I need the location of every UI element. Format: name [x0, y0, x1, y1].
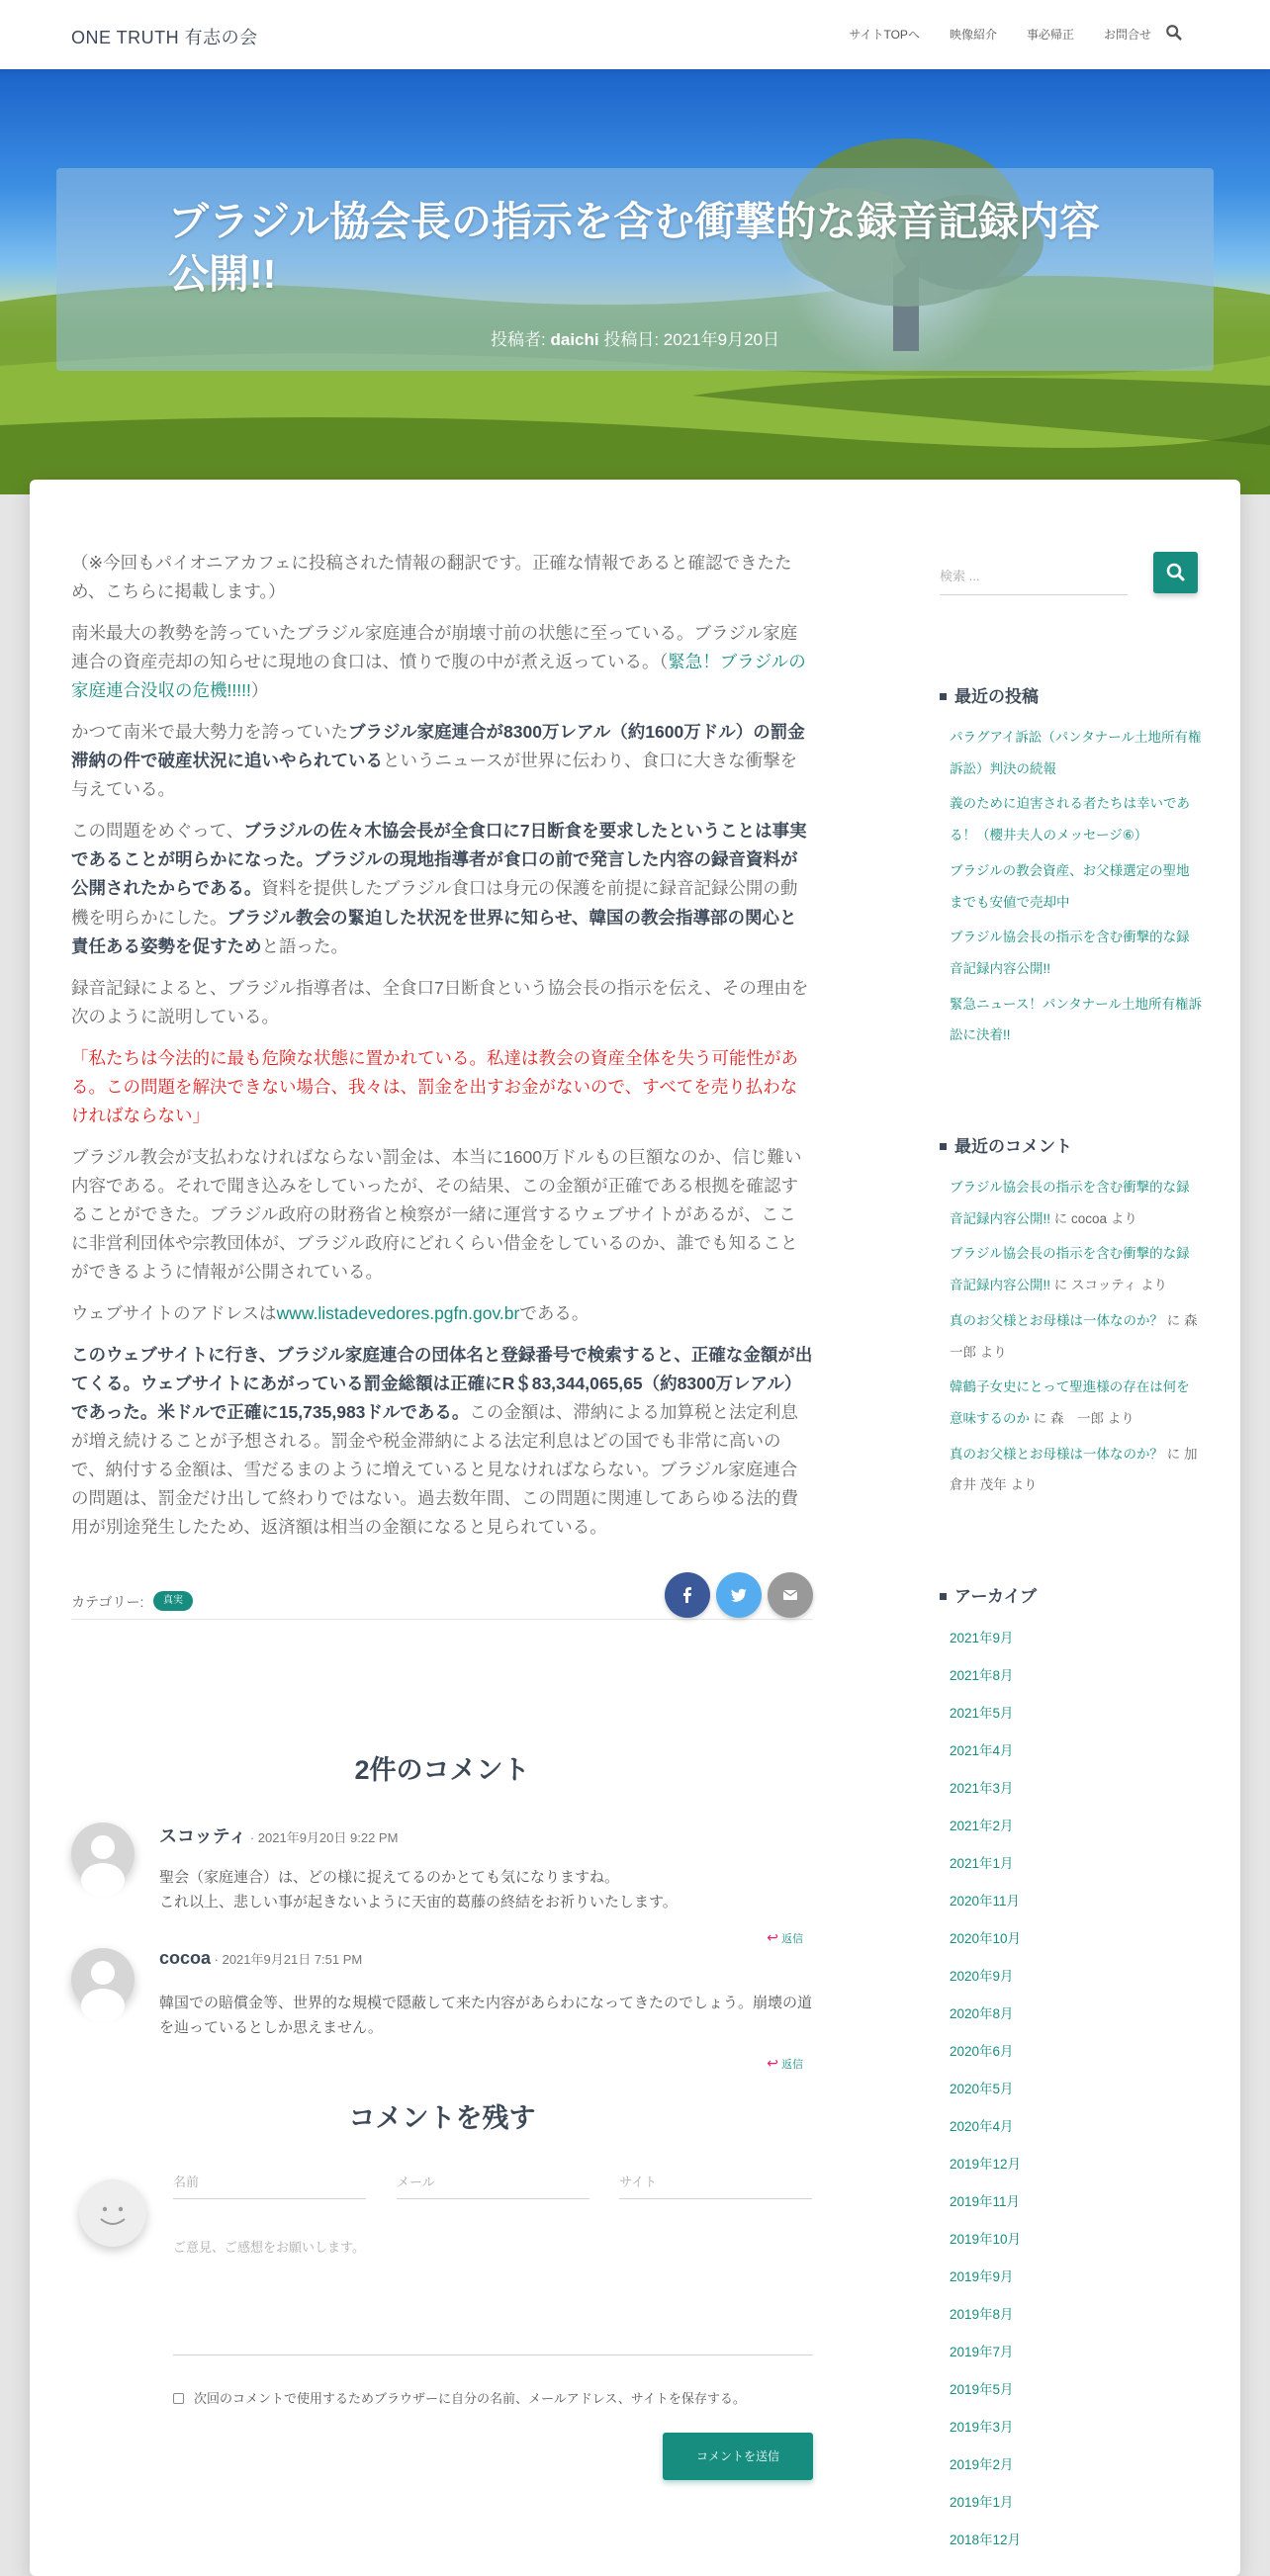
- nav-menu: [849, 26, 1151, 43]
- archive-link[interactable]: 2019年11月: [950, 2194, 1021, 2209]
- avatar: [71, 1822, 135, 1886]
- recent-post-link[interactable]: 緊急ニュース！パンタナール土地所有権訴訟に決着!!: [950, 996, 1203, 1043]
- archive-link[interactable]: 2021年9月: [950, 1631, 1014, 1645]
- article-paragraph: （※今回もパイオニアカフェに投稿された情報の翻訳です。正確な情報であると確認できたため、こちらに掲載します。）: [71, 553, 792, 602]
- recent-comment-post-link[interactable]: 真のお父様とお母様は一体なのか？: [950, 1312, 1163, 1328]
- sidebar-search-input[interactable]: 検索 ...: [940, 566, 1128, 595]
- article-paragraph: ウェブサイトのアドレスはwww.listadevedores.pgfn.gov.brである。: [71, 1303, 590, 1324]
- site-brand[interactable]: ONE TRUTH 有志の会: [71, 28, 258, 47]
- user-silhouette-icon: [71, 1948, 135, 2011]
- smiley-icon: [79, 2179, 146, 2247]
- archives-heading: アーカイブ: [940, 1582, 1037, 1607]
- recent-comment-post-link[interactable]: ブラジル協会長の指示を含む衝撃的な録音記録内容公開!!: [950, 1246, 1190, 1293]
- archive-link[interactable]: 2020年9月: [950, 1969, 1014, 1984]
- recent-comment-item: 真のお父様とお母様は一体なのか？ に 森 一郎 より: [950, 1312, 1212, 1360]
- article-paragraph: この問題をめぐって、ブラジルの佐々木協会長が全食口に7日断食を要求したということは事実であることが明らかになった。ブラジルの現地指導者が食口の前で発言した内容の録音資料が公開されたからである。資料を提供したブラジル食口は身元の保護を前提に録音記録公開の動機を明らかにした。ブラジル教会の緊迫した状況を世界に知らせ、韓国の教会指導部の関心と責任ある姿勢を促すためと語った。: [71, 821, 807, 956]
- nav-link-jipilgwijeong[interactable]: 事必帰正: [1026, 28, 1074, 42]
- recent-post-link[interactable]: ブラジルの教会資産、お父様選定の聖地までも安値で売却中: [950, 862, 1190, 910]
- recent-comment-author: スコッティ: [1071, 1278, 1137, 1293]
- facebook-icon: [678, 1585, 697, 1605]
- recent-comment-post-link[interactable]: ブラジル協会長の指示を含む衝撃的な録音記録内容公開!!: [950, 1180, 1190, 1226]
- recent-comment-author: 森 一郎: [1050, 1411, 1105, 1427]
- archive-link[interactable]: 2021年5月: [950, 1706, 1014, 1721]
- archive-link[interactable]: 2019年10月: [950, 2232, 1022, 2247]
- quoted-statement: 「私たちは今法的に最も危険な状態に置かれている。私達は教会の資産全体を失う可能性がある。この問題を解決できない場合、我々は、罰金を出すお金がないので、すべてを売り払わなければならない」: [71, 1047, 798, 1125]
- archive-link[interactable]: 2019年9月: [950, 2269, 1014, 2284]
- save-info-checkbox[interactable]: [173, 2393, 184, 2404]
- archives-list: [950, 1620, 1147, 2559]
- external-website-link[interactable]: www.listadevedores.pgfn.gov.br: [276, 1303, 520, 1324]
- archive-link[interactable]: 2018年12月: [950, 2532, 1022, 2547]
- archive-link[interactable]: 2020年5月: [950, 2082, 1014, 2096]
- article-paragraph: このウェブサイトに行き、ブラジル家庭連合の団体名と登録番号で検索すると、正確な金額が出てくる。ウェブサイトにあがっている罰金総額は正確にR＄83,344,065,65（約8300万レアル）であった。米ドルで正確に15,735,983ドルである。この金額は、滞納による加算税と法定利息が増え続けることが予想される。罰金や税金滞納による法定利息はどの国でも非常に高いので、納付する金額は、雪だるまのように増えていると見なければならない。ブラジル家庭連合の問題は、罰金だけ出して終わりではない。過去数年間、この問題に関連してあらゆる法的費用が別途発生したため、返済額は相当の金額になると見られている。: [71, 1345, 813, 1538]
- archive-link[interactable]: 2020年11月: [950, 1894, 1021, 1909]
- search-icon[interactable]: [1165, 24, 1183, 42]
- article-paragraph: 録音記録によると、ブラジル指導者は、全食口7日断食という協会長の指示を伝え、その理由を次のように説明している。: [71, 977, 809, 1026]
- leave-comment-heading: コメントを残す: [348, 2103, 536, 2133]
- recent-posts-heading: 最近の投稿: [940, 682, 1039, 707]
- post-meta: [0, 325, 1270, 350]
- recent-comment-item: 韓鶴子女史にとって聖進様の存在は何を意味するのか に 森 一郎 より: [950, 1379, 1190, 1427]
- recent-comments-list: [950, 1172, 1212, 1505]
- recent-post-link[interactable]: パラグアイ訴訟（パンタナール土地所有権訴訟）判決の続報: [950, 730, 1202, 776]
- top-navbar: [0, 0, 1270, 69]
- comment-textarea[interactable]: ご意見、ご感想をお願いします。: [173, 2237, 813, 2355]
- article-paragraph: ブラジル教会が支払わなければならない罰金は、本当に1600万ドルもの巨額なのか、信じ難い内容である。それで聞き込みをしていったが、その結果、この金額が正確である根拠を確認することができた。ブラジル政府の財務省と検察が一緒に運営するウェブサイトがあるが、ここに非営利団体や宗教団体が、ブラジル政府にどれくらい借金をしているのか、誰でも知ることができるように情報が公開されている。: [71, 1146, 802, 1283]
- share-email-button[interactable]: [768, 1572, 813, 1618]
- reply-link[interactable]: ↩ 返信: [767, 1929, 803, 1945]
- archive-link[interactable]: 2019年7月: [950, 2345, 1014, 2359]
- avatar: [79, 2179, 146, 2247]
- archive-link[interactable]: 2021年2月: [950, 1819, 1014, 1833]
- comments-heading: 2件のコメント: [354, 1755, 530, 1785]
- website-input[interactable]: サイト: [619, 2172, 812, 2199]
- share-facebook-button[interactable]: [665, 1572, 710, 1618]
- archive-link[interactable]: 2019年5月: [950, 2382, 1014, 2397]
- recent-comments-heading: 最近のコメント: [940, 1132, 1072, 1157]
- archive-link[interactable]: 2021年3月: [950, 1781, 1014, 1796]
- bullet-square-icon: [940, 1593, 947, 1600]
- post-title: ブラジル協会長の指示を含む衝撃的な録音記録内容公開!!: [168, 199, 1100, 298]
- comment-item: [71, 1822, 813, 1946]
- archive-link[interactable]: 2019年3月: [950, 2420, 1014, 2435]
- hero-banner: [0, 69, 1270, 494]
- envelope-icon: [780, 1585, 800, 1605]
- recent-posts-list: [950, 722, 1202, 1055]
- reply-arrow-icon: ↩: [767, 2055, 778, 2071]
- email-input[interactable]: メール: [397, 2172, 590, 2199]
- recent-comment-item: 真のお父様とお母様は一体なのか？ に 加倉井 茂年 より: [950, 1446, 1198, 1493]
- recent-comment-item: ブラジル協会長の指示を含む衝撃的な録音記録内容公開!! に スコッティ より: [950, 1246, 1190, 1293]
- archive-link[interactable]: 2021年4月: [950, 1743, 1014, 1758]
- archive-link[interactable]: 2019年8月: [950, 2307, 1014, 2322]
- recent-post-link[interactable]: 義のために迫害される者たちは幸いである！（櫻井夫人のメッセージ⑥）: [950, 796, 1190, 844]
- comment-header: [159, 1822, 398, 1848]
- comment-header: [159, 1948, 362, 1969]
- recent-comment-author: cocoa: [1071, 1210, 1108, 1226]
- comment-date[interactable]: · 2021年9月20日 9:22 PM: [249, 1830, 399, 1845]
- post-footer: [71, 1572, 813, 1620]
- comment-text: 韓国での賠償金等、世界的な規模で隠蔽して来た内容があらわになってきたのでしょう。崩壊の道を辿っているとしか思えません。: [159, 1995, 813, 2036]
- submit-comment-button[interactable]: コメントを送信: [663, 2433, 813, 2480]
- comment-author[interactable]: cocoa: [159, 1948, 212, 1968]
- category-label: カテゴリー:: [71, 1594, 144, 1610]
- recent-comment-author: 森 一郎: [950, 1312, 1212, 1360]
- bullet-square-icon: [940, 693, 947, 700]
- comment-author[interactable]: スコッティ: [159, 1826, 247, 1846]
- post-date: 投稿日: 2021年9月20日: [603, 330, 779, 349]
- article-body: [71, 549, 813, 1554]
- archive-link[interactable]: 2020年8月: [950, 2006, 1014, 2021]
- archive-link[interactable]: 2020年6月: [950, 2044, 1014, 2059]
- reply-arrow-icon: ↩: [767, 1929, 778, 1945]
- recent-comment-post-link[interactable]: 韓鶴子女史にとって聖進様の存在は何を意味するのか: [950, 1379, 1190, 1427]
- bullet-square-icon: [940, 1143, 947, 1150]
- related-post-link[interactable]: 緊急！ブラジルの家庭連合没収の危機!!!!!: [71, 652, 806, 701]
- consent-label: 次回のコメントで使用するためブラウザーに自分の名前、メールアドレス、サイトを保存する。: [194, 2391, 746, 2406]
- share-twitter-button[interactable]: [716, 1572, 762, 1618]
- post-author[interactable]: daichi: [550, 330, 599, 349]
- archive-link[interactable]: 2021年1月: [950, 1856, 1014, 1871]
- twitter-icon: [729, 1585, 749, 1605]
- article-paragraph: かつて南米で最大勢力を誇っていたブラジル家庭連合が8300万レアル（約1600万ドル）の罰金滞納の件で破産状況に追いやられているというニュースが世界に伝わり、食口に大きな衝撃を与えている。: [71, 722, 805, 800]
- nav-link-videos[interactable]: 映像紹介: [949, 28, 997, 42]
- nav-link-top[interactable]: サイトTOPへ: [849, 28, 920, 42]
- avatar: [71, 1948, 135, 2011]
- archive-link[interactable]: 2019年2月: [950, 2457, 1014, 2472]
- sidebar-search-button[interactable]: [1153, 552, 1198, 593]
- archive-link[interactable]: 2019年1月: [950, 2495, 1014, 2510]
- recent-post-link[interactable]: ブラジル協会長の指示を含む衝撃的な録音記録内容公開!!: [950, 930, 1190, 977]
- category-badge[interactable]: 真実: [153, 1591, 193, 1611]
- comment-date[interactable]: · 2021年9月21日 7:51 PM: [214, 1952, 363, 1967]
- reply-link[interactable]: ↩ 返信: [767, 2055, 803, 2071]
- nav-link-contact[interactable]: お問合せ: [1103, 28, 1151, 42]
- comment-item: [71, 1948, 813, 2072]
- archive-link[interactable]: 2020年10月: [950, 1931, 1022, 1946]
- meta-author-label: 投稿者:: [491, 330, 546, 349]
- recent-comment-author: 加倉井 茂年: [950, 1446, 1198, 1493]
- recent-comment-item: ブラジル協会長の指示を含む衝撃的な録音記録内容公開!! に cocoa より: [950, 1180, 1190, 1226]
- archive-link[interactable]: 2021年8月: [950, 1668, 1014, 1683]
- name-input[interactable]: 名前: [173, 2172, 366, 2199]
- article-paragraph: 南米最大の教勢を誇っていたブラジル家庭連合が崩壊寸前の状態に至っている。ブラジル家庭連合の資産売却の知らせに現地の食口は、憤りで腹の中が煮え返っている。（緊急！ブラジルの家庭連合没収の危機!!!!!）: [71, 623, 806, 701]
- save-info-consent: [173, 2388, 746, 2407]
- search-icon: [1153, 552, 1198, 593]
- comment-text: 聖会（家庭連合）は、どの様に捉えてるのかとても気になりますね。 これ以上、悲しい事が起きないように天宙的葛藤の終結をお祈りいたします。: [159, 1869, 678, 1910]
- user-silhouette-icon: [71, 1822, 135, 1886]
- recent-comment-post-link[interactable]: 真のお父様とお母様は一体なのか？: [950, 1446, 1163, 1462]
- archive-link[interactable]: 2020年4月: [950, 2119, 1014, 2134]
- archive-link[interactable]: 2019年12月: [950, 2157, 1022, 2172]
